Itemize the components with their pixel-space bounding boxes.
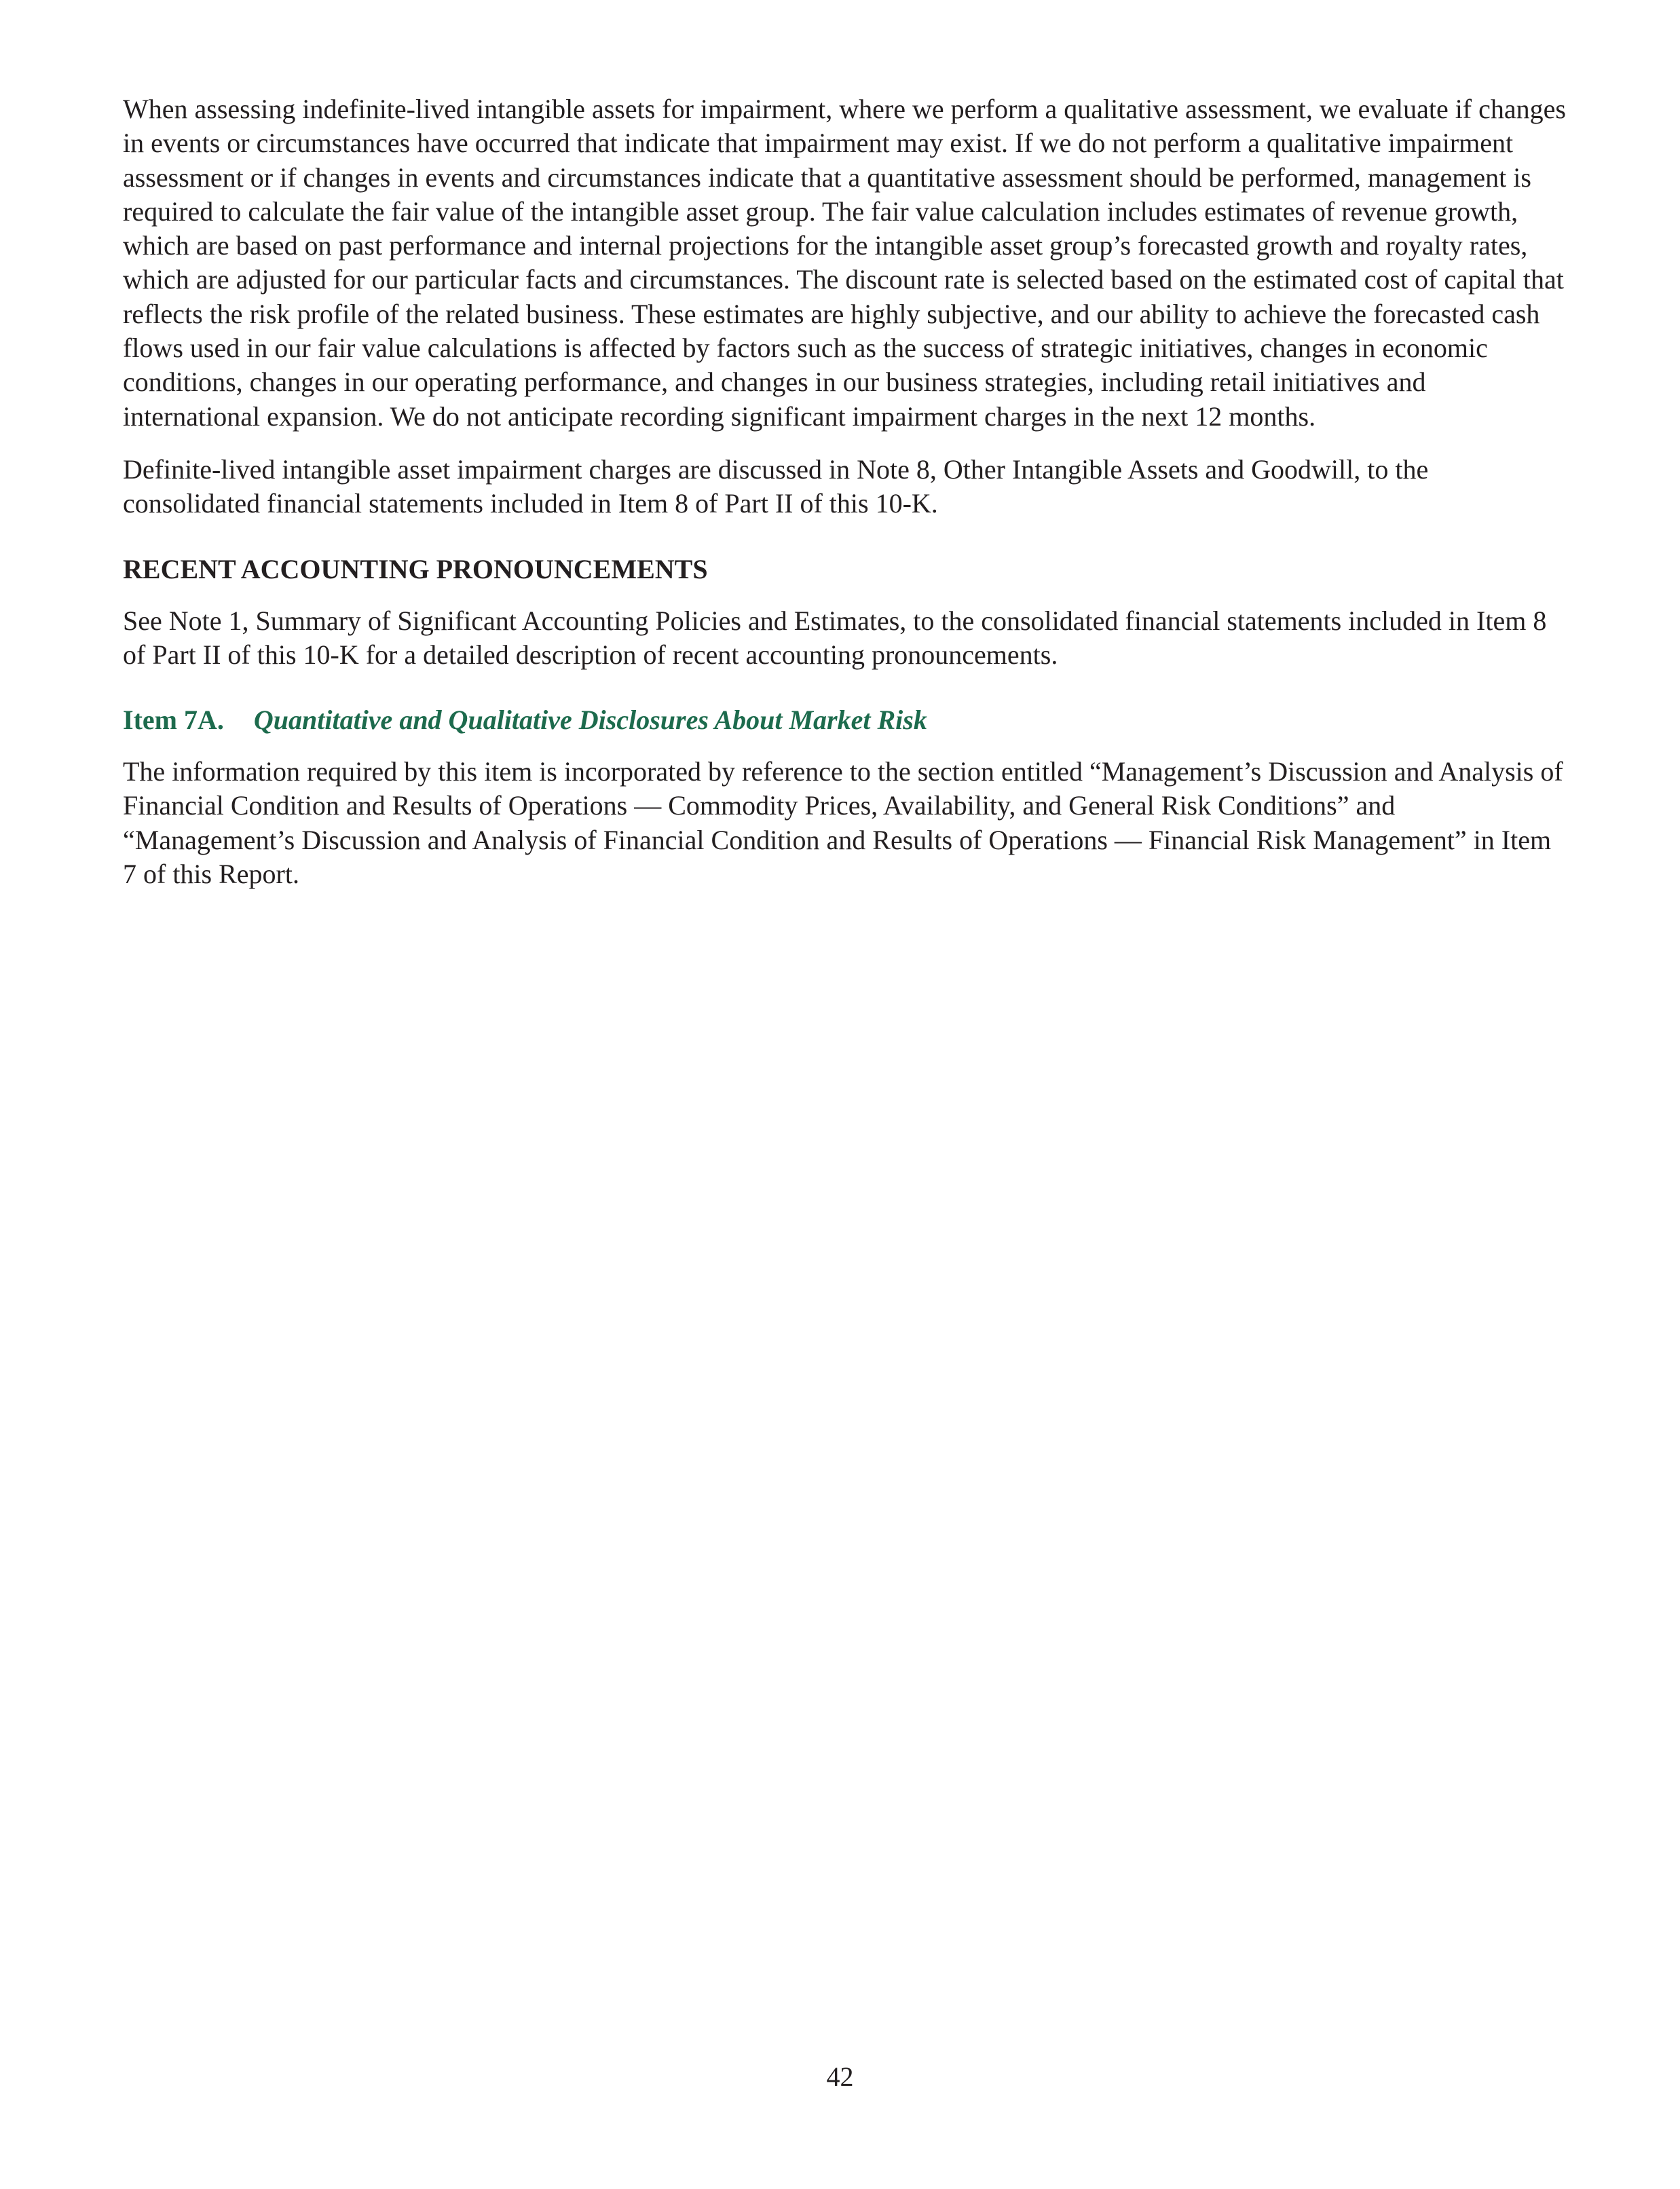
item-7a-paragraph: The information required by this item is incorporated by reference to the section entitled “Management’s Discussion and Analysis of Financial Condition and Results of Operations — Commodity Prices, Availability, and General Risk Conditions” and “Management’s Discussion and Analysis of Financial Condition and Results of Operations — Financial Risk Management” in Item 7 of this Report. bbox=[123, 756, 1563, 890]
page-number: 42 bbox=[826, 2061, 854, 2092]
definite-lived-paragraph: Definite-lived intangible asset impairment charges are discussed in Note 8, Other Intangible Assets and Goodwill, to the consolidated financial statements included in Item 8 of Part II of this 10-K. bbox=[123, 453, 1429, 519]
document-page bbox=[123, 92, 1569, 891]
item-7a-number: Item 7A. bbox=[123, 705, 224, 736]
recent-accounting-heading: RECENT ACCOUNTING PRONOUNCEMENTS bbox=[123, 553, 708, 584]
item-7a-heading bbox=[123, 703, 1569, 737]
item-7a-title: Quantitative and Qualitative Disclosures About Market Risk bbox=[253, 705, 927, 736]
recent-accounting-paragraph: See Note 1, Summary of Significant Accounting Policies and Estimates, to the consolidated financial statements included in Item 8 of Part II of this 10-K for a detailed description of recent accounting pronouncements. bbox=[123, 605, 1547, 670]
impairment-assessment-paragraph: When assessing indefinite-lived intangible assets for impairment, where we perform a qualitative assessment, we evaluate if changes in events or circumstances have occurred that indicate that impairment may exist. If we do not perform a qualitative impairment assessment or if changes in events and circumstances indicate that a quantitative assessment should be performed, management is required to calculate the fair value of the intangible asset group. The fair value calculation includes estimates of revenue growth, which are based on past performance and internal projections for the intangible asset group’s forecasted growth and royalty rates, which are adjusted for our particular facts and circumstances. The discount rate is selected based on the estimated cost of capital that reflects the risk profile of the related business. These estimates are highly subjective, and our ability to achieve the forecasted cash flows used in our fair value calculations is affected by factors such as the success of strategic initiatives, changes in economic conditions, changes in our operating performance, and changes in our business strategies, including retail initiatives and international expansion. We do not anticipate recording significant impairment charges in the next 12 months. bbox=[123, 94, 1566, 432]
